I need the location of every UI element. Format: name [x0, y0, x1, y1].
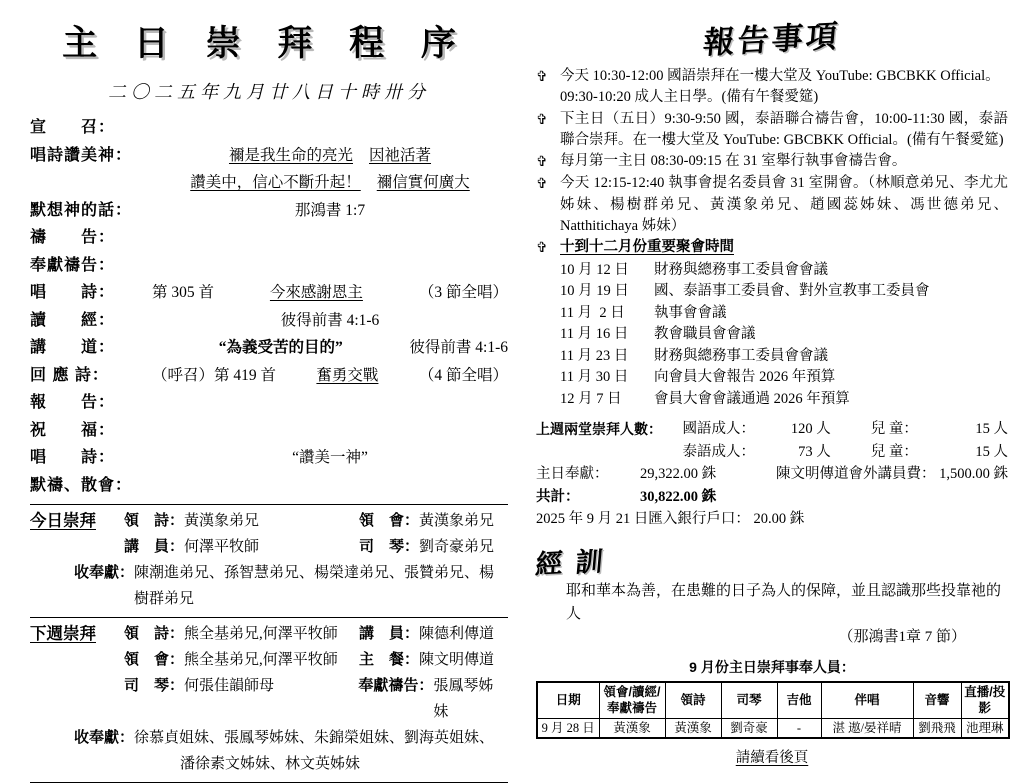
cross-bullet-icon: ✞ [536, 112, 548, 128]
meeting-desc: 財務與總務事工委員會會議 [654, 347, 828, 364]
scripture-ref: 那鴻書 1:7 [294, 201, 366, 219]
col-header-pianist: 司琴 [721, 682, 777, 719]
scripture-ref: 彼得前書 4:1-6 [280, 311, 380, 329]
col-header-date: 日期 [537, 682, 599, 719]
hymn-titles [152, 142, 508, 170]
bank-transfer-line: 2025 年 9 月 21 日匯入銀行戶口： 20.00 銖 [536, 511, 805, 528]
order-row-praise [30, 142, 508, 170]
cell-date: 9 月 28 日 [537, 718, 599, 738]
scripture-reference: （那鴻書1章 7 節） [838, 628, 966, 645]
continue-next-page-note: 請續看後頁 [735, 750, 809, 767]
role-value: 何張佳韻師母 [184, 678, 275, 694]
col-header-audio: 音響 [913, 682, 961, 719]
meeting-desc: 教會職員會會議 [654, 326, 756, 343]
today-service-section [30, 508, 508, 560]
role-label: 主 餐： [359, 651, 420, 668]
role-label: 收奉獻： [74, 729, 135, 746]
role-value: 熊全基弟兄,何澤平牧師 [184, 626, 338, 642]
total-row [536, 486, 1008, 509]
meeting-desc: 向會員大會報告 2026 年預算 [654, 369, 836, 386]
table-header-row [537, 682, 1009, 719]
attendance-value: 73 人 [798, 443, 831, 460]
meeting-date: 11 月 30 日 [560, 369, 629, 386]
role-value: 徐慕貞姐妹、張鳳琴姊妹、朱錦榮姐妹、劉海英姐妹、 [134, 730, 495, 746]
order-row-call [30, 114, 508, 142]
total-label: 共計： [536, 488, 580, 505]
role-row [124, 673, 508, 725]
sermon-title: “為義受苦的目的” [218, 339, 343, 356]
announcements-title-wrap [536, 14, 1008, 61]
order-label: 祝 福： [30, 421, 116, 439]
role-label: 講 員： [359, 625, 420, 642]
announcement-item [536, 173, 1008, 237]
announcement-text [560, 66, 1008, 109]
announcement-text: 今天 12:15-12:40 執事會提名委員會 31 室開會。（林順意弟兄、李尤尤姊妹、楊樹群弟兄、黃漢象弟兄、趙國蕊姊妹、馮世德弟兄、Natthitichaya 姊妹） [560, 175, 1008, 235]
meeting-date: 10 月 19 日 [560, 283, 629, 300]
servants-table-title: 9 月份主日崇拜事奉人員： [689, 658, 855, 675]
hymn-number: （呼召）第 419 首 [152, 366, 277, 384]
hymn-title: 奮勇交戰 [316, 366, 379, 384]
meeting-row [536, 346, 1008, 368]
divider [30, 617, 508, 618]
order-label: 報 告： [30, 394, 116, 411]
section-heading: 今日崇拜 [30, 512, 96, 530]
attendance-value: 15 人 [975, 421, 1008, 438]
hymn-title: 讚美中，信心不斷升起！ [190, 174, 361, 191]
cell-songlead: 黃漢象 [665, 718, 721, 738]
role-pair [124, 621, 359, 647]
order-row-offering-prayer [30, 252, 508, 280]
role-pair [124, 647, 359, 673]
announcement-item [536, 109, 1008, 152]
role-value: 熊全基弟兄,何澤平牧師 [184, 652, 338, 668]
servants-table [536, 681, 1010, 740]
meeting-desc: 會員大會會議通過 2026 年預算 [654, 390, 850, 407]
meeting-row [536, 303, 1008, 325]
order-label: 默想神的話： [30, 201, 133, 219]
meeting-row [536, 281, 1008, 303]
role-pair [124, 508, 359, 534]
table-row [537, 718, 1009, 738]
scripture-title: 經 訓 [534, 545, 608, 580]
cross-bullet-icon: ✞ [536, 70, 548, 85]
meeting-date: 11 月 23 日 [560, 347, 629, 364]
announcement-text: 每月第一主日 08:30-09:15 在 31 室舉行執事會禱告會。 [560, 153, 907, 170]
announcement-item [536, 151, 1008, 173]
attendance-label: 上週兩堂崇拜人數： [536, 421, 662, 438]
page-title: 主 日 崇 拜 程 序 [62, 24, 470, 63]
cell-leader: 黃漢象 [599, 718, 665, 738]
meetings-heading: 十到十二月份重要聚會時間 [560, 239, 734, 256]
role-label: 司 琴： [359, 538, 420, 555]
order-row-benediction [30, 417, 508, 445]
order-row-praise-2 [30, 169, 508, 197]
order-row-doxology [30, 444, 508, 472]
announcement-line: 09:30-10:20 成人主日學。(備有午餐愛筵) [560, 89, 819, 106]
announcements-title: 報告事項 [701, 18, 842, 61]
scripture-ref: 彼得前書 4:1-6 [409, 339, 508, 356]
role-label: 講 員： [124, 538, 185, 555]
order-row-response-hymn [30, 362, 508, 390]
hymn-note: （3 節全唱） [418, 284, 508, 301]
attendance-category: 泰語成人： [682, 443, 755, 460]
attendance-value: 120 人 [790, 421, 831, 438]
role-pair [358, 673, 508, 725]
role-value: 陳潮進弟兄、孫智慧弟兄、楊榮達弟兄、張贊弟兄、楊樹群弟兄 [134, 565, 495, 607]
next-week-offering-collectors-2: 潘徐素文姊妹、林文英姊妹 [180, 756, 361, 772]
order-row-prayer [30, 224, 508, 252]
order-label: 禱 告： [30, 229, 116, 246]
meeting-desc: 財務與總務事工委員會會議 [654, 261, 828, 278]
speaker-fee-value: 1,500.00 銖 [939, 466, 1008, 483]
cross-bullet-icon: ✞ [536, 155, 548, 171]
announcement-item [536, 66, 1008, 109]
role-row [124, 534, 508, 560]
order-label: 宣 召： [30, 119, 116, 136]
announcement-line: 今天 10:30-12:00 國語崇拜在一樓大堂及 YouTube: GBCBKK Official。 [560, 68, 1000, 84]
order-row-sermon [30, 334, 508, 362]
hymn-titles [152, 169, 508, 197]
cell-broadcast: 池理琳 [961, 718, 1009, 738]
role-label: 領 詩： [124, 625, 185, 642]
offering-value: 29,322.00 銖 [640, 466, 717, 483]
scripture-section [536, 541, 1008, 649]
role-value: 陳文明傳道 [419, 652, 495, 668]
worship-order-column [0, 0, 518, 772]
role-pair [359, 621, 494, 647]
hymn-title: 禰是我生命的亮光 [228, 146, 353, 164]
role-label: 收奉獻： [74, 564, 135, 581]
hymn-title-wrap [214, 279, 419, 307]
attendance-category: 兒 童： [870, 443, 918, 460]
hymn-note: （4 節全唱） [418, 366, 508, 384]
order-label: 讀 經： [30, 311, 116, 329]
cell-audio: 劉飛飛 [913, 718, 961, 738]
order-row-meditation [30, 197, 508, 225]
statistics-block [536, 418, 1008, 531]
role-label: 司 琴： [124, 677, 185, 694]
attendance-category: 兒 童： [870, 421, 918, 438]
order-label: 唱 詩： [30, 449, 116, 466]
announcement-text: 下主日（五日）9:30-9:50 國，泰語聯合禱告會，10:00-11:30 國，泰語聯合崇拜。在一樓大堂及 YouTube: GBCBKK Official。(備有午餐愛筵) [560, 110, 1008, 148]
role-value: 張鳳琴姊妹 [433, 678, 494, 720]
order-label: 唱詩讚美神： [30, 146, 133, 164]
order-row-announcements [30, 389, 508, 417]
cross-bullet-icon: ✞ [536, 241, 548, 257]
meeting-date: 11 月 16 日 [560, 326, 629, 343]
order-label: 講 道： [30, 339, 116, 356]
order-row-hymn [30, 279, 508, 307]
cell-vocals: 湛 遨/晏祥晴 [821, 718, 913, 738]
meetings-heading-item [536, 237, 1008, 259]
total-value: 30,822.00 銖 [640, 488, 717, 505]
role-label: 領 詩： [124, 512, 185, 529]
hymn-number: 第 305 首 [152, 284, 215, 301]
hymn-title: 禰信實何廣大 [376, 174, 470, 191]
service-date: 二〇二五年九月廿八日十時卅分 [108, 82, 430, 102]
meeting-date: 12 月 7 日 [560, 390, 622, 407]
role-pair [124, 534, 359, 560]
role-pair [124, 673, 358, 725]
col-header-leader: 領會/讀經/奉獻禱告 [599, 682, 665, 719]
order-label: 回 應 詩： [30, 366, 109, 384]
section-heading: 下週崇拜 [30, 625, 96, 643]
next-week-offering-collectors [30, 725, 508, 751]
role-label: 領 會： [124, 651, 185, 668]
meeting-row [536, 260, 1008, 282]
today-offering-collectors [30, 560, 508, 612]
meeting-desc: 國、泰語事工委員會、對外宣教事工委員會 [654, 283, 930, 300]
divider [30, 504, 508, 505]
offering-label: 主日奉獻： [536, 466, 609, 483]
col-header-guitar: 吉他 [777, 682, 821, 719]
meeting-row [536, 324, 1008, 346]
speaker-fee-label: 陳文明傳道會外講員費： [776, 466, 936, 483]
order-label: 唱 詩： [30, 284, 116, 301]
meeting-desc: 執事會會議 [654, 304, 727, 321]
meeting-row [536, 367, 1008, 389]
order-label: 奉獻禱告： [30, 256, 116, 274]
role-value: 黃漢象弟兄 [419, 513, 495, 529]
role-pair [359, 647, 494, 673]
cross-bullet-icon: ✞ [536, 177, 548, 193]
announcements-column [518, 0, 1024, 767]
col-header-vocals: 伴唱 [821, 682, 913, 719]
role-row [124, 621, 508, 647]
col-header-songlead: 領詩 [665, 682, 721, 719]
order-row-dismissal [30, 472, 508, 500]
meeting-date: 11 月 2 日 [560, 304, 625, 321]
role-pair [359, 508, 494, 534]
offering-row [536, 463, 1008, 486]
scripture-text: 耶和華本為善，在患難的日子為人的保障，並且認識那些投靠祂的人 [566, 582, 1002, 622]
hymn-title: “讚美一神” [292, 449, 368, 466]
meeting-date: 10 月 12 日 [560, 261, 629, 278]
meeting-row [536, 389, 1008, 411]
role-row [124, 647, 508, 673]
role-value: 劉奇豪弟兄 [419, 539, 495, 555]
attendance-row [536, 418, 1008, 441]
attendance-label-spacer [536, 441, 682, 464]
attendance-row [536, 441, 1008, 464]
role-label: 領 會： [359, 512, 420, 529]
hymn-title: 因祂活著 [369, 146, 432, 164]
hymn-title-wrap [276, 362, 419, 390]
attendance-category: 國語成人： [682, 421, 755, 438]
role-pair [359, 534, 494, 560]
col-header-broadcast: 直播/投影 [961, 682, 1009, 719]
order-label: 默禱、散會： [30, 476, 133, 494]
next-week-section [30, 621, 508, 725]
role-value: 陳德利傳道 [419, 626, 495, 642]
role-value: 何澤平牧師 [184, 539, 260, 555]
next-week-roles [124, 621, 508, 725]
role-value: 黃漢象弟兄 [184, 513, 260, 529]
role-label: 奉獻禱告： [358, 677, 434, 694]
order-row-reading [30, 307, 508, 335]
cell-pianist: 劉奇豪 [721, 718, 777, 738]
role-row [124, 508, 508, 534]
today-roles [124, 508, 508, 560]
attendance-value: 15 人 [975, 443, 1008, 460]
cell-guitar: - [777, 718, 821, 738]
hymn-title: 今來感謝恩主 [269, 284, 363, 301]
